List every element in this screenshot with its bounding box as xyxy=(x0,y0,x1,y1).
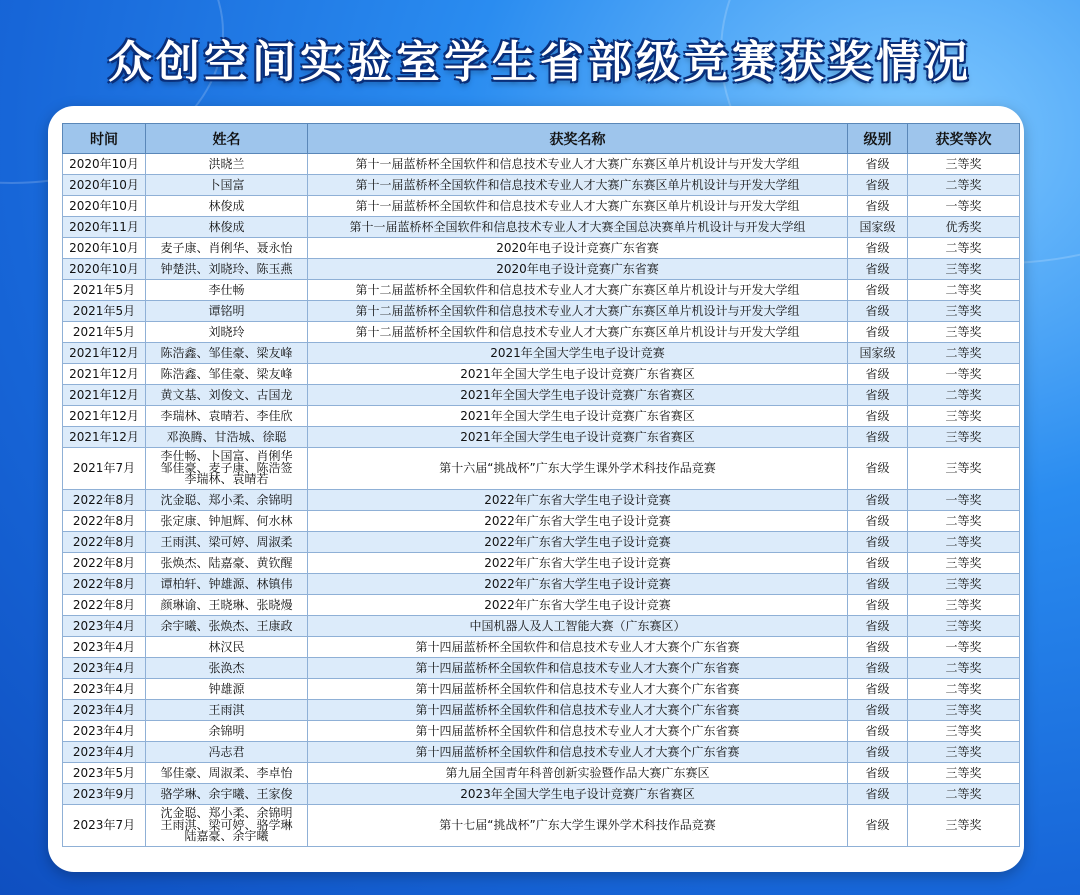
cell-name: 林俊成 xyxy=(146,217,308,238)
cell-award: 第十七届“挑战杯”广东大学生课外学术科技作品竞赛 xyxy=(308,805,848,847)
table-row xyxy=(63,427,1020,448)
cell-time: 2023年4月 xyxy=(63,721,146,742)
cell-time: 2022年8月 xyxy=(63,511,146,532)
name-line: 陆嘉豪、余宇曦 xyxy=(184,829,269,844)
cell-grade: 二等奖 xyxy=(908,658,1020,679)
cell-award: 中国机器人及人工智能大赛（广东赛区） xyxy=(308,616,848,637)
table-row xyxy=(63,259,1020,280)
table-row xyxy=(63,721,1020,742)
table-row xyxy=(63,343,1020,364)
cell-level: 省级 xyxy=(848,637,908,658)
cell-grade: 二等奖 xyxy=(908,784,1020,805)
table-row xyxy=(63,238,1020,259)
table-row xyxy=(63,217,1020,238)
table-row xyxy=(63,406,1020,427)
table-row xyxy=(63,553,1020,574)
header-time: 时间 xyxy=(63,124,146,154)
name-line: 王雨淇、梁可婷、骆学琳 xyxy=(160,817,293,832)
cell-name: 冯志君 xyxy=(146,742,308,763)
cell-name xyxy=(146,805,308,847)
table-row xyxy=(63,154,1020,175)
cell-time: 2021年12月 xyxy=(63,364,146,385)
cell-level: 省级 xyxy=(848,280,908,301)
table-row xyxy=(63,322,1020,343)
name-line: 李瑞林、袁晴若 xyxy=(184,472,269,487)
cell-time: 2021年12月 xyxy=(63,427,146,448)
table-row xyxy=(63,595,1020,616)
cell-level: 省级 xyxy=(848,595,908,616)
cell-level: 省级 xyxy=(848,406,908,427)
table-row xyxy=(63,574,1020,595)
cell-award: 第十二届蓝桥杯全国软件和信息技术专业人才大赛广东赛区单片机设计与开发大学组 xyxy=(308,301,848,322)
cell-name: 谭铭明 xyxy=(146,301,308,322)
cell-grade: 二等奖 xyxy=(908,532,1020,553)
table-row xyxy=(63,280,1020,301)
cell-level: 国家级 xyxy=(848,343,908,364)
cell-level: 省级 xyxy=(848,700,908,721)
cell-name: 张涣杰 xyxy=(146,658,308,679)
cell-award: 2021年全国大学生电子设计竞赛广东省赛区 xyxy=(308,385,848,406)
cell-name: 邓涣腾、甘浩城、徐聪 xyxy=(146,427,308,448)
cell-name: 麦子康、肖俐华、聂永怡 xyxy=(146,238,308,259)
cell-name: 张定康、钟旭辉、何水林 xyxy=(146,511,308,532)
cell-level: 省级 xyxy=(848,238,908,259)
cell-award: 第十二届蓝桥杯全国软件和信息技术专业人才大赛广东赛区单片机设计与开发大学组 xyxy=(308,280,848,301)
cell-level: 省级 xyxy=(848,532,908,553)
name-line: 沈金聪、郑小柔、余锦明 xyxy=(160,806,293,821)
cell-name: 林俊成 xyxy=(146,196,308,217)
table-row xyxy=(63,511,1020,532)
cell-time: 2022年8月 xyxy=(63,553,146,574)
cell-name: 钟楚洪、刘晓玲、陈玉燕 xyxy=(146,259,308,280)
cell-award: 2022年广东省大学生电子设计竞赛 xyxy=(308,574,848,595)
cell-level: 省级 xyxy=(848,511,908,532)
cell-time: 2020年10月 xyxy=(63,259,146,280)
cell-time: 2022年8月 xyxy=(63,532,146,553)
cell-name: 李瑞林、袁晴若、李佳欣 xyxy=(146,406,308,427)
cell-award: 2021年全国大学生电子设计竞赛广东省赛区 xyxy=(308,406,848,427)
cell-name: 骆学琳、余宇曦、王家俊 xyxy=(146,784,308,805)
cell-grade: 二等奖 xyxy=(908,175,1020,196)
header-grade: 获奖等次 xyxy=(908,124,1020,154)
table-row xyxy=(63,196,1020,217)
cell-level: 省级 xyxy=(848,427,908,448)
cell-time: 2020年10月 xyxy=(63,238,146,259)
table-row xyxy=(63,301,1020,322)
cell-award: 第十四届蓝桥杯全国软件和信息技术专业人才大赛个广东省赛 xyxy=(308,679,848,700)
cell-time: 2021年12月 xyxy=(63,385,146,406)
cell-name: 陈浩鑫、邹佳豪、梁友峰 xyxy=(146,364,308,385)
cell-award: 2022年广东省大学生电子设计竞赛 xyxy=(308,511,848,532)
cell-time: 2022年8月 xyxy=(63,490,146,511)
cell-award: 第十四届蓝桥杯全国软件和信息技术专业人才大赛个广东省赛 xyxy=(308,658,848,679)
table-row xyxy=(63,805,1020,847)
cell-time: 2020年11月 xyxy=(63,217,146,238)
cell-name: 李仕畅 xyxy=(146,280,308,301)
cell-time: 2023年4月 xyxy=(63,658,146,679)
cell-grade: 三等奖 xyxy=(908,259,1020,280)
page-title: 众创空间实验室学生省部级竞赛获奖情况 xyxy=(108,37,972,88)
cell-award: 2022年广东省大学生电子设计竞赛 xyxy=(308,553,848,574)
cell-level: 省级 xyxy=(848,658,908,679)
cell-name: 王雨淇 xyxy=(146,700,308,721)
cell-award: 2020年电子设计竞赛广东省赛 xyxy=(308,259,848,280)
cell-name: 余宇曦、张焕杰、王康政 xyxy=(146,616,308,637)
cell-award: 第十一届蓝桥杯全国软件和信息技术专业人才大赛全国总决赛单片机设计与开发大学组 xyxy=(308,217,848,238)
cell-time: 2020年10月 xyxy=(63,154,146,175)
cell-name: 颜琳谕、王晓琳、张晓熳 xyxy=(146,595,308,616)
cell-time: 2023年4月 xyxy=(63,679,146,700)
cell-grade: 二等奖 xyxy=(908,679,1020,700)
cell-name: 林汉民 xyxy=(146,637,308,658)
cell-name xyxy=(146,448,308,490)
cell-level: 省级 xyxy=(848,784,908,805)
cell-name: 余锦明 xyxy=(146,721,308,742)
cell-level: 国家级 xyxy=(848,217,908,238)
cell-level: 省级 xyxy=(848,763,908,784)
cell-grade: 三等奖 xyxy=(908,154,1020,175)
cell-level: 省级 xyxy=(848,721,908,742)
cell-grade: 二等奖 xyxy=(908,385,1020,406)
table-row xyxy=(63,385,1020,406)
table-row xyxy=(63,763,1020,784)
table-header-row xyxy=(63,124,1020,154)
cell-name: 陈浩鑫、邹佳豪、梁友峰 xyxy=(146,343,308,364)
cell-grade: 优秀奖 xyxy=(908,217,1020,238)
header-name: 姓名 xyxy=(146,124,308,154)
cell-level: 省级 xyxy=(848,553,908,574)
cell-award: 第十一届蓝桥杯全国软件和信息技术专业人才大赛广东赛区单片机设计与开发大学组 xyxy=(308,175,848,196)
cell-name: 沈金聪、郑小柔、余锦明 xyxy=(146,490,308,511)
cell-name: 卜国富 xyxy=(146,175,308,196)
table-row xyxy=(63,700,1020,721)
table-row xyxy=(63,448,1020,490)
cell-award: 第十四届蓝桥杯全国软件和信息技术专业人才大赛个广东省赛 xyxy=(308,700,848,721)
cell-level: 省级 xyxy=(848,196,908,217)
name-line: 邹佳豪、麦子康、陈浩签 xyxy=(160,460,293,475)
cell-grade: 三等奖 xyxy=(908,721,1020,742)
cell-grade: 三等奖 xyxy=(908,574,1020,595)
cell-level: 省级 xyxy=(848,448,908,490)
cell-grade: 三等奖 xyxy=(908,427,1020,448)
cell-grade: 三等奖 xyxy=(908,322,1020,343)
table-row xyxy=(63,175,1020,196)
cell-grade: 三等奖 xyxy=(908,301,1020,322)
cell-name: 谭柏轩、钟雄源、林镇伟 xyxy=(146,574,308,595)
cell-grade: 一等奖 xyxy=(908,490,1020,511)
cell-time: 2021年12月 xyxy=(63,343,146,364)
cell-name: 张焕杰、陆嘉豪、黄钦醒 xyxy=(146,553,308,574)
cell-name: 王雨淇、梁可婷、周淑柔 xyxy=(146,532,308,553)
cell-name: 钟雄源 xyxy=(146,679,308,700)
cell-award: 2022年广东省大学生电子设计竞赛 xyxy=(308,595,848,616)
cell-award: 2023年全国大学生电子设计竞赛广东省赛区 xyxy=(308,784,848,805)
cell-grade: 一等奖 xyxy=(908,364,1020,385)
cell-grade: 三等奖 xyxy=(908,805,1020,847)
cell-grade: 三等奖 xyxy=(908,742,1020,763)
cell-time: 2021年12月 xyxy=(63,406,146,427)
header-level: 级别 xyxy=(848,124,908,154)
cell-award: 第九届全国青年科普创新实验暨作品大赛广东赛区 xyxy=(308,763,848,784)
cell-grade: 三等奖 xyxy=(908,616,1020,637)
cell-level: 省级 xyxy=(848,175,908,196)
cell-level: 省级 xyxy=(848,742,908,763)
cell-name: 黄文基、刘俊文、古国龙 xyxy=(146,385,308,406)
table-row xyxy=(63,637,1020,658)
cell-grade: 三等奖 xyxy=(908,700,1020,721)
cell-time: 2020年10月 xyxy=(63,196,146,217)
cell-level: 省级 xyxy=(848,679,908,700)
cell-grade: 三等奖 xyxy=(908,595,1020,616)
cell-level: 省级 xyxy=(848,259,908,280)
cell-award: 2021年全国大学生电子设计竞赛广东省赛区 xyxy=(308,364,848,385)
cell-time: 2020年10月 xyxy=(63,175,146,196)
cell-level: 省级 xyxy=(848,574,908,595)
cell-time: 2023年4月 xyxy=(63,616,146,637)
cell-time: 2023年7月 xyxy=(63,805,146,847)
table-row xyxy=(63,742,1020,763)
cell-grade: 三等奖 xyxy=(908,406,1020,427)
cell-time: 2023年4月 xyxy=(63,700,146,721)
cell-level: 省级 xyxy=(848,805,908,847)
table-row xyxy=(63,784,1020,805)
table-row xyxy=(63,679,1020,700)
cell-time: 2023年5月 xyxy=(63,763,146,784)
cell-grade: 一等奖 xyxy=(908,196,1020,217)
cell-time: 2021年7月 xyxy=(63,448,146,490)
cell-time: 2021年5月 xyxy=(63,322,146,343)
cell-level: 省级 xyxy=(848,490,908,511)
cell-award: 2021年全国大学生电子设计竞赛广东省赛区 xyxy=(308,427,848,448)
cell-time: 2021年5月 xyxy=(63,280,146,301)
cell-grade: 三等奖 xyxy=(908,553,1020,574)
table-body xyxy=(63,154,1020,847)
header-award: 获奖名称 xyxy=(308,124,848,154)
cell-award: 第十二届蓝桥杯全国软件和信息技术专业人才大赛广东赛区单片机设计与开发大学组 xyxy=(308,322,848,343)
cell-grade: 二等奖 xyxy=(908,280,1020,301)
cell-award: 2020年电子设计竞赛广东省赛 xyxy=(308,238,848,259)
cell-grade: 三等奖 xyxy=(908,763,1020,784)
cell-level: 省级 xyxy=(848,154,908,175)
cell-award: 第十一届蓝桥杯全国软件和信息技术专业人才大赛广东赛区单片机设计与开发大学组 xyxy=(308,154,848,175)
table-row xyxy=(63,490,1020,511)
name-line: 李仕畅、卜国富、肖俐华 xyxy=(160,449,293,464)
cell-grade: 二等奖 xyxy=(908,511,1020,532)
cell-award: 第十四届蓝桥杯全国软件和信息技术专业人才大赛个广东省赛 xyxy=(308,637,848,658)
cell-award: 第十六届“挑战杯”广东大学生课外学术科技作品竞赛 xyxy=(308,448,848,490)
cell-time: 2022年8月 xyxy=(63,595,146,616)
cell-award: 第十一届蓝桥杯全国软件和信息技术专业人才大赛广东赛区单片机设计与开发大学组 xyxy=(308,196,848,217)
cell-name: 洪晓兰 xyxy=(146,154,308,175)
cell-award: 第十四届蓝桥杯全国软件和信息技术专业人才大赛个广东省赛 xyxy=(308,721,848,742)
cell-level: 省级 xyxy=(848,322,908,343)
cell-grade: 三等奖 xyxy=(908,448,1020,490)
cell-award: 2021年全国大学生电子设计竞赛 xyxy=(308,343,848,364)
cell-grade: 一等奖 xyxy=(908,637,1020,658)
cell-time: 2022年8月 xyxy=(63,574,146,595)
cell-level: 省级 xyxy=(848,385,908,406)
cell-grade: 二等奖 xyxy=(908,343,1020,364)
cell-level: 省级 xyxy=(848,301,908,322)
cell-name: 邹佳豪、周淑柔、李卓怡 xyxy=(146,763,308,784)
table-row xyxy=(63,658,1020,679)
table-row xyxy=(63,532,1020,553)
awards-table xyxy=(62,123,1020,847)
cell-award: 第十四届蓝桥杯全国软件和信息技术专业人才大赛个广东省赛 xyxy=(308,742,848,763)
cell-grade: 二等奖 xyxy=(908,238,1020,259)
table-row xyxy=(63,616,1020,637)
cell-name: 刘晓玲 xyxy=(146,322,308,343)
cell-award: 2022年广东省大学生电子设计竞赛 xyxy=(308,532,848,553)
cell-award: 2022年广东省大学生电子设计竞赛 xyxy=(308,490,848,511)
cell-time: 2021年5月 xyxy=(63,301,146,322)
cell-time: 2023年9月 xyxy=(63,784,146,805)
cell-level: 省级 xyxy=(848,364,908,385)
table-row xyxy=(63,364,1020,385)
cell-time: 2023年4月 xyxy=(63,742,146,763)
cell-time: 2023年4月 xyxy=(63,637,146,658)
cell-level: 省级 xyxy=(848,616,908,637)
